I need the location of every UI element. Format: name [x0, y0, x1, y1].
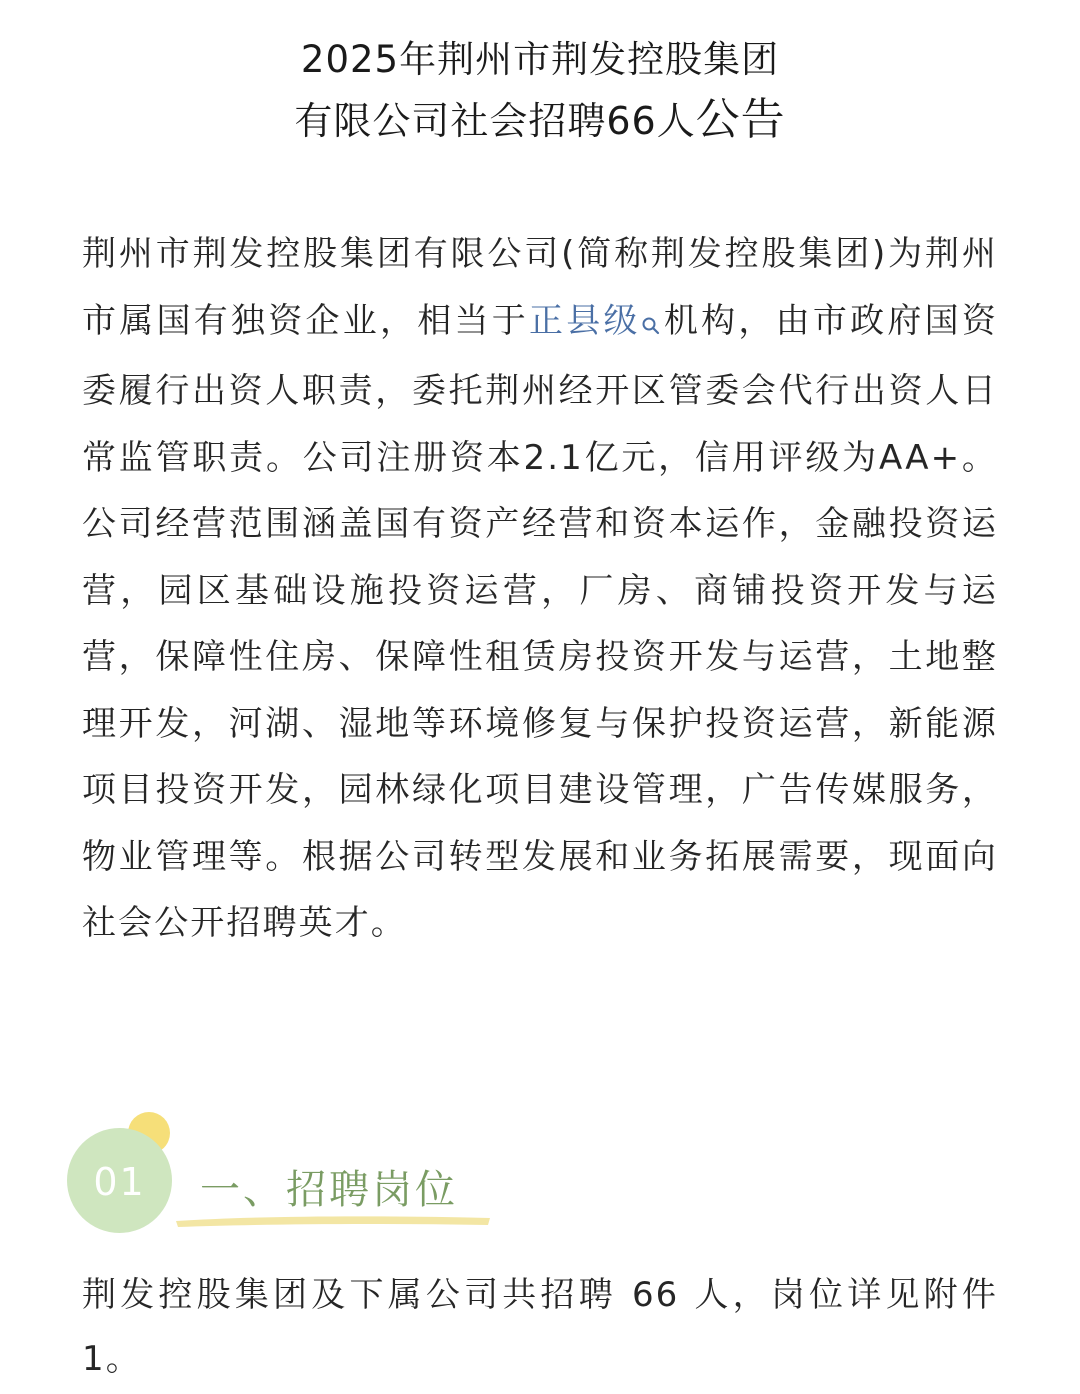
- section-number: 01: [93, 1160, 146, 1204]
- county-level-link[interactable]: 正县级: [529, 300, 641, 341]
- title-line-2-tail: 公告: [695, 94, 786, 145]
- title-line-2: [0, 90, 1080, 151]
- section-1-text: 荆发控股集团及下属公司共招聘 66 人，岗位详见附件1。: [82, 1275, 998, 1379]
- title-line-1: 2025年荆州市荆发控股集团: [300, 38, 780, 81]
- intro-text-before-link: 荆州市荆发控股集团有限公司(简称荆发控股集团)为荆州市属国有独资企业，相当于: [82, 234, 998, 341]
- intro-paragraph: [82, 221, 998, 957]
- intro-text-after-link: 机构，由市政府国资委履行出资人职责，委托荆州经开区管委会代行出资人日常监管职责。公司注册资本2.1亿元，信用评级为AA+。公司经营范围涵盖国有资产经营和资本运作，金融投资运营，园区基础设施投资运营，厂房、商铺投资开发与运营，保障性住房、保障性租赁房投资开发与运营，土地整理开发，河湖、湿地等环境修复与保护投资运营，新能源项目投资开发，园林绿化项目建设管理，广告传媒服务，物业管理等。根据公司转型发展和业务拓展需要，现面向社会公开招聘英才。: [82, 300, 998, 943]
- title-line-2-main: 有限公司社会招聘66人: [294, 99, 696, 143]
- page-title: [0, 30, 1080, 151]
- section-heading: 一、招聘岗位: [200, 1167, 458, 1213]
- heading-underline-brush: [172, 1210, 494, 1230]
- section-header: [0, 1100, 1080, 1240]
- search-icon[interactable]: [641, 292, 661, 359]
